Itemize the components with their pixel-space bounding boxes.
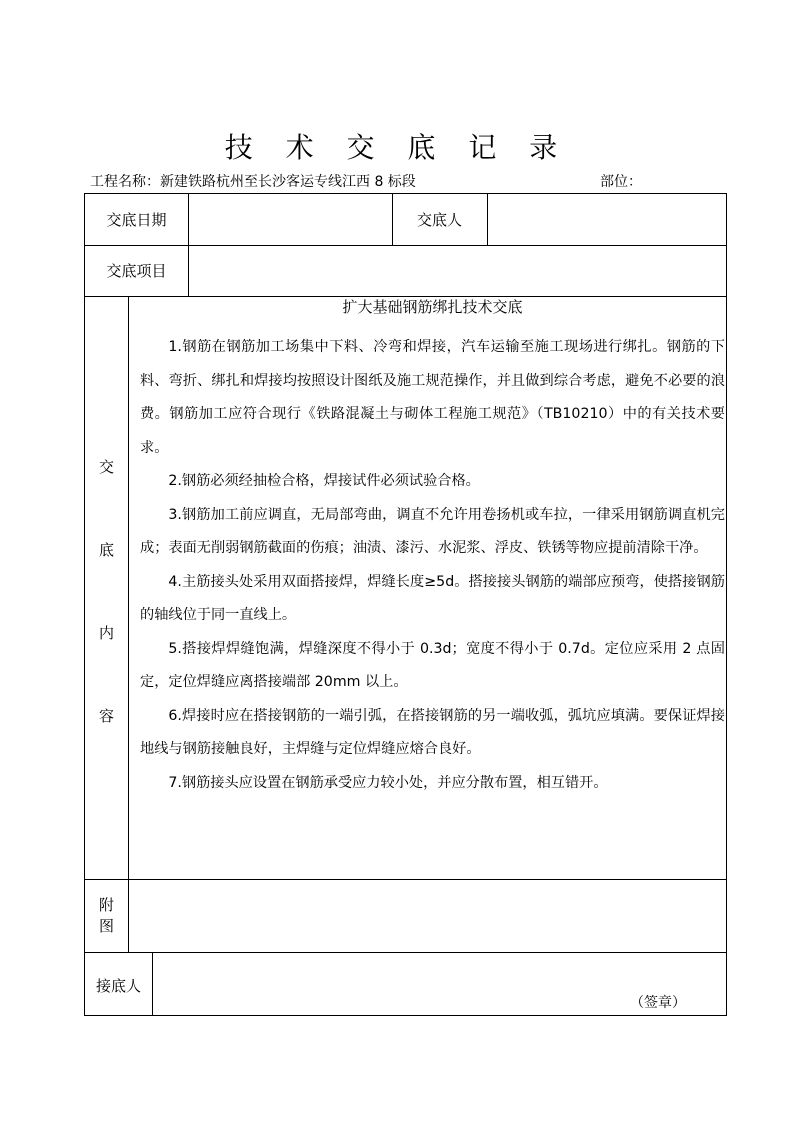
person-label: 交底人 bbox=[416, 211, 462, 229]
content-paragraph: 5.搭接焊焊缝饱满，焊缝深度不得小于 0.3d；宽度不得小于 0.7d。定位应采用 2 点固定，定位焊缝应离搭接端部 20mm 以上。 bbox=[140, 640, 725, 690]
row-divider bbox=[85, 245, 726, 246]
content-paragraph: 1.钢筋在钢筋加工场集中下料、冷弯和焊接，汽车运输至施工现场进行绑扎。钢筋的下料、弯折、绑扎和焊接均按照设计图纸及施工规范操作，并且做到综合考虑，避免不必要的浪费。钢筋加工应符合现行《铁路混凝土与砌体工程施工规范》（TB10210）中的有关技术要求。 bbox=[140, 339, 725, 456]
content-heading: 扩大基础钢筋绑扎技术交底 bbox=[342, 298, 523, 316]
part-label: 部位： bbox=[600, 174, 642, 190]
document-title: 技 术 交 底 记 录 bbox=[224, 131, 570, 164]
content-label-char: 交 bbox=[98, 458, 114, 476]
column-divider bbox=[487, 194, 488, 245]
content-label-char: 容 bbox=[98, 707, 114, 725]
content-label-char: 底 bbox=[98, 541, 114, 559]
column-divider bbox=[128, 296, 129, 952]
disclosure-content bbox=[140, 297, 725, 800]
header-info bbox=[90, 172, 730, 192]
receiver-label: 接底人 bbox=[95, 977, 141, 995]
content-paragraph: 7.钢筋接头应设置在钢筋承受应力较小处，并应分散布置，相互错开。 bbox=[168, 774, 608, 791]
date-label: 交底日期 bbox=[106, 211, 167, 229]
content-label-char: 内 bbox=[98, 624, 114, 642]
content-paragraph: 2.钢筋必须经抽检合格，焊接试件必须试验合格。 bbox=[168, 473, 480, 489]
column-divider bbox=[188, 194, 189, 296]
project-name: 工程名称：新建铁路杭州至长沙客运专线江西 8 标段 bbox=[90, 174, 416, 190]
content-paragraph: 4.主筋接头处采用双面搭接焊，焊缝长度≥5d。搭接接头钢筋的端部应预弯，使搭接钢筋的轴线位于同一直线上。 bbox=[140, 573, 725, 623]
row-divider bbox=[85, 879, 726, 880]
column-divider bbox=[152, 952, 153, 1015]
content-paragraph: 6.焊接时应在搭接钢筋的一端引弧，在搭接钢筋的另一端收弧，弧坑应填满。要保证焊接地线与钢筋接触良好，主焊缝与定位焊缝应熔合良好。 bbox=[140, 707, 725, 757]
attach-label-char: 图 bbox=[98, 917, 114, 935]
row-divider bbox=[85, 952, 726, 953]
content-paragraph: 3.钢筋加工前应调直，无局部弯曲，调直不允许用卷扬机或车拉，一律采用钢筋调直机完成；表面无削弱钢筋截面的伤痕；油渍、漆污、水泥浆、浮皮、铁锈等物应提前清除干净。 bbox=[140, 506, 725, 556]
item-label: 交底项目 bbox=[106, 262, 167, 280]
seal-note: （签章） bbox=[630, 995, 686, 1011]
attach-label-char: 附 bbox=[98, 896, 114, 914]
record-table bbox=[84, 193, 727, 1016]
